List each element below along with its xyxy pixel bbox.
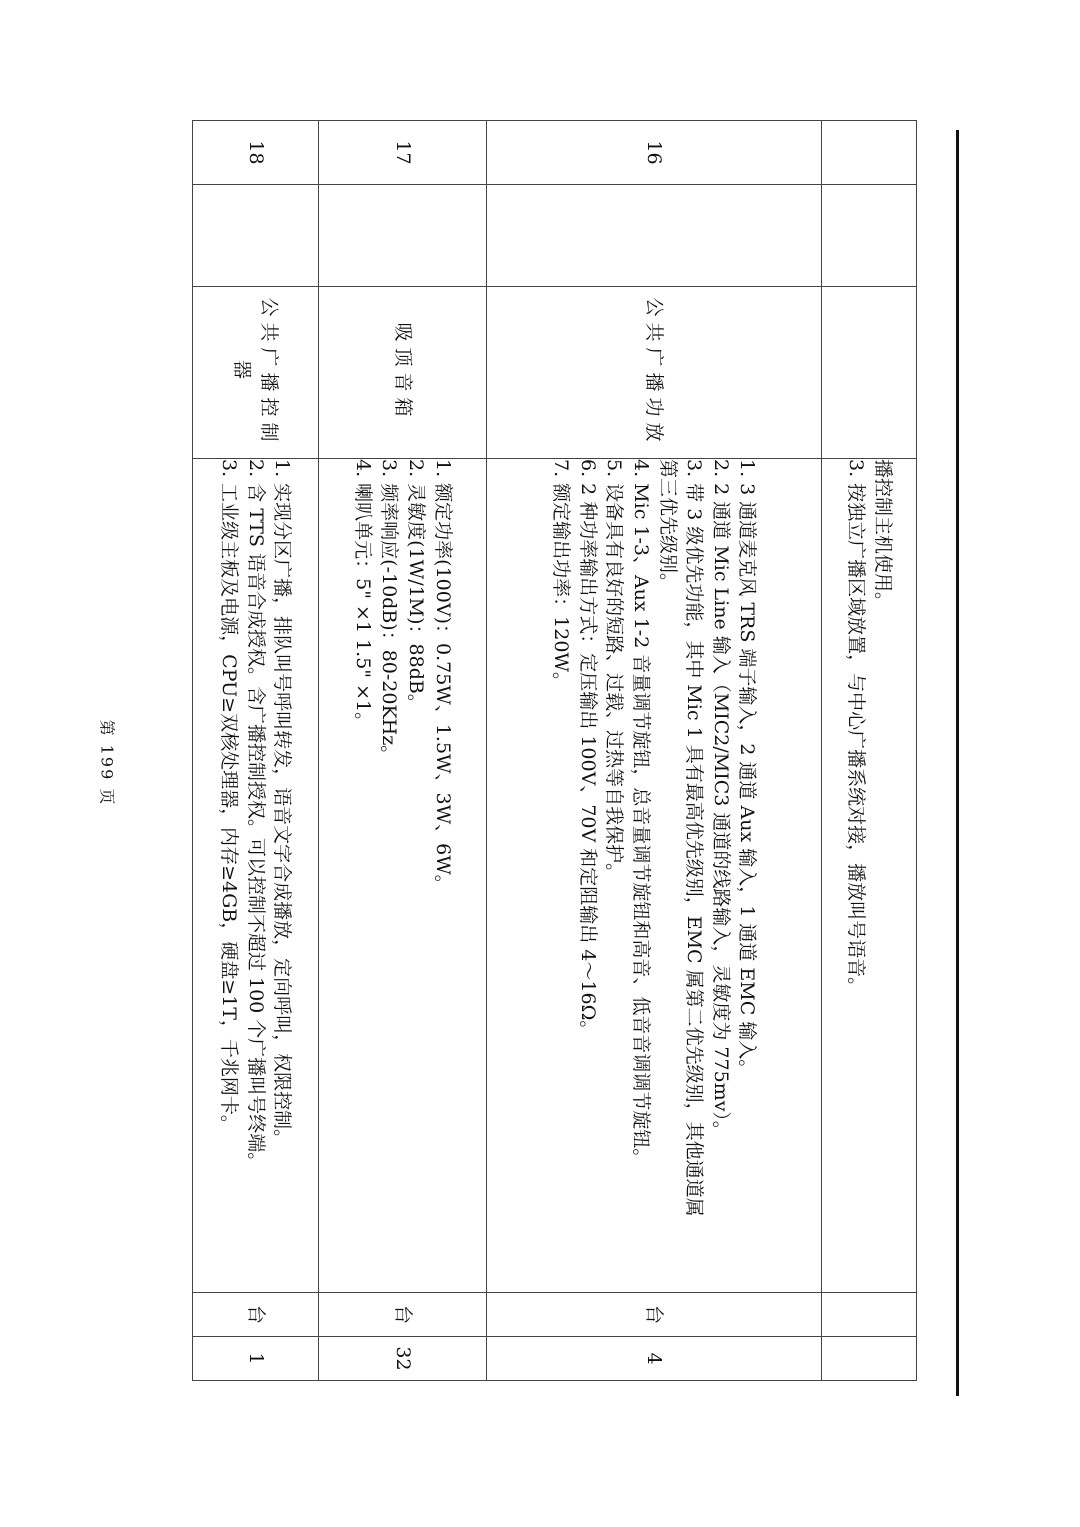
item-quantity — [822, 1337, 917, 1381]
item-specs — [193, 459, 319, 1293]
spec-line: 4. Mic 1-3、Aux 1-2 音量调节旋钮，总音量调节旋钮和高音、低音音调调节旋钮。 — [630, 459, 652, 1168]
spec-line: 6. 2 种功率输出方式：定压输出 100V、70V 和定阻输出 4～16Ω。 — [576, 459, 599, 1040]
item-name: 公共广播功放 — [487, 287, 822, 459]
spec-line: 3. 带 3 级优先功能，其中 Mic 1 具有最高优先级别，EMC 属第二优先级别，其他通道属 — [683, 459, 706, 1217]
spec-line: 1. 额定功率(100V)：0.75W、1.5W、3W、6W。 — [431, 459, 454, 894]
item-unit: 台 — [319, 1293, 487, 1337]
spec-line: 3. 工业级主板及电源，CPU≥双核处理器，内存≥4GB，硬盘≥1T，千兆网卡。 — [218, 459, 241, 1134]
blank-cell — [193, 185, 319, 287]
equipment-spec-table — [192, 120, 917, 1381]
item-specs — [319, 459, 487, 1293]
spec-line: 1. 实现分区广播，排队叫号呼叫转发，语音文字合成播放，定向呼叫，权限控制。 — [271, 459, 294, 1149]
spec-line: 4. 喇叭单元：5" ×1 1.5" ×1。 — [351, 459, 374, 732]
equipment-spec-table-area — [193, 120, 917, 1380]
spec-line: 3. 按独立广播区域放置，与中心广播系统对接，播放叫号语音。 — [845, 459, 867, 997]
spec-line: 3. 频率响应(-10dB)：80-20KHz。 — [378, 459, 401, 765]
row-number — [822, 121, 917, 185]
item-unit: 台 — [193, 1293, 319, 1337]
row-number: 18 — [193, 121, 319, 185]
spec-line: 播控制主机使用。 — [871, 459, 894, 612]
item-name: 吸顶音箱 — [319, 287, 487, 459]
row-number: 17 — [319, 121, 487, 185]
table-row-17 — [319, 121, 487, 1381]
item-unit — [822, 1293, 917, 1337]
blank-cell — [487, 185, 822, 287]
item-unit: 台 — [487, 1293, 822, 1337]
item-specs — [487, 459, 822, 1293]
spec-line: 1. 3 通道麦克风 TRS 端子输入，2 通道 Aux 输入，1 通道 EMC 输入。 — [736, 459, 759, 1079]
row-number: 16 — [487, 121, 822, 185]
page-margin-line — [956, 130, 959, 1396]
spec-line: 2. 含 TTS 语音合成授权。含广播控制授权。可以控制不超过 100 个广播叫号终端。 — [244, 459, 267, 1172]
table-row-16 — [487, 121, 822, 1381]
item-name — [822, 287, 917, 459]
item-quantity: 32 — [319, 1337, 487, 1381]
rotated-table-container — [193, 120, 917, 1380]
item-quantity: 4 — [487, 1337, 822, 1381]
spec-line: 第三优先级别。 — [656, 459, 679, 593]
spec-line: 5. 设备具有良好的短路、过载、过热等自我保护。 — [603, 459, 626, 883]
blank-cell — [822, 185, 917, 287]
item-quantity: 1 — [193, 1337, 319, 1381]
blank-cell — [319, 185, 487, 287]
item-name: 公共广播控制器 — [193, 287, 319, 459]
page-number-text: 第 199 页 — [97, 719, 117, 807]
spec-line: 2. 2 通道 Mic Line 输入（MIC2/MIC3 通道的线路输入，灵敏度为 775mv）。 — [709, 459, 732, 1140]
table-row-18 — [193, 121, 319, 1381]
table-row-continued — [822, 121, 917, 1381]
spec-line: 2. 灵敏度(1W/1M)：88dB。 — [405, 459, 428, 713]
item-specs — [822, 459, 917, 1293]
spec-line: 7. 额定输出功率：120W。 — [550, 459, 573, 691]
